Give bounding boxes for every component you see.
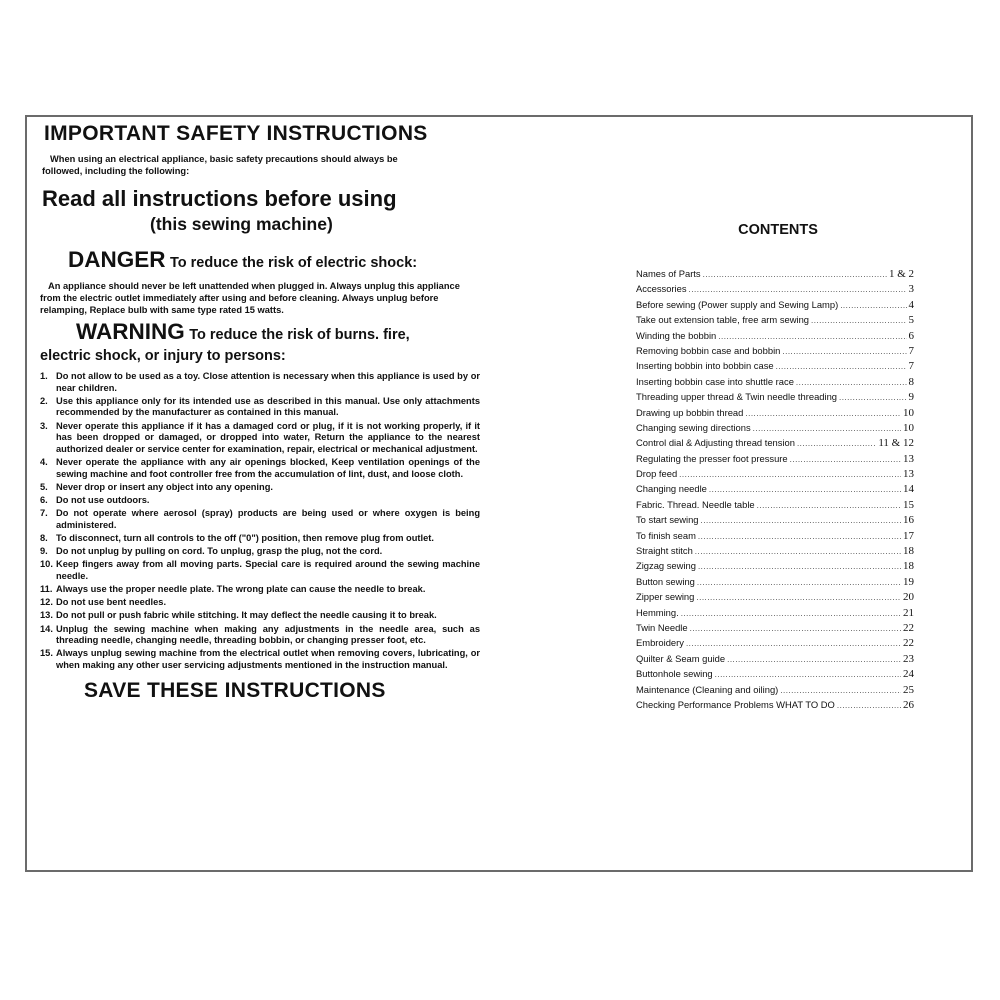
- rule-text: Always use the proper needle plate. The wrong plate can cause the needle to break.: [56, 584, 426, 595]
- toc-entry: [636, 635, 914, 650]
- toc-leader: [782, 344, 906, 359]
- rule-number: 13.: [40, 610, 53, 621]
- toc-label: Inserting bobbin into bobbin case: [636, 360, 774, 372]
- rule-text: Use this appliance only for its intended use as described in this manual. Use only attachments recommended by the manufacturer as contained in this manual.: [56, 395, 480, 418]
- rule-text: Do not allow to be used as a toy. Close attention is necessary when this appliance is used by or near children.: [56, 371, 480, 393]
- toc-page: 5: [908, 314, 914, 327]
- toc-page: 18: [903, 560, 914, 573]
- rule-number: 11.: [40, 584, 53, 595]
- rule-item: [40, 396, 480, 419]
- toc-page: 22: [903, 637, 914, 650]
- toc-page: 13: [903, 468, 914, 481]
- toc-leader: [796, 375, 907, 390]
- toc-entry: [636, 374, 914, 389]
- rule-number: 10.: [40, 559, 53, 570]
- toc-leader: [679, 467, 901, 482]
- toc-page: 11 & 12: [878, 437, 914, 450]
- rule-item: [40, 421, 480, 456]
- contents-title: CONTENTS: [738, 222, 818, 238]
- rule-text: Do not unplug by pulling on cord. To unplug, grasp the plug, not the cord.: [56, 546, 383, 557]
- toc-entry: [636, 389, 914, 404]
- rule-item: [40, 624, 480, 647]
- rule-text: Always unplug sewing machine from the electrical outlet when removing covers, lubricating, or when making any other user servicing adjustments mentioned in the instruction manual.: [56, 648, 480, 670]
- warning-heading: [40, 320, 480, 347]
- toc-leader: [701, 513, 901, 528]
- safety-title: IMPORTANT SAFETY INSTRUCTIONS: [44, 122, 428, 145]
- toc-leader: [715, 667, 901, 682]
- toc-leader: [696, 590, 901, 605]
- toc-label: Fabric. Thread. Needle table: [636, 498, 755, 510]
- toc-label: Embroidery: [636, 637, 684, 649]
- warning-subtitle-cont: electric shock, or injury to persons:: [40, 348, 286, 364]
- rule-text: Never operate this appliance if it has a damaged cord or plug, if it is not working properly, if it has been dropped or damaged, or dropped into water, Return the appliance to the nearest authorized dealer or service center for examination, repair, electrical or mechanical adjustment.: [56, 420, 480, 454]
- toc-label: Twin Needle: [636, 621, 688, 633]
- toc-entry: [636, 358, 914, 373]
- toc-label: Buttonhole sewing: [636, 668, 713, 680]
- toc-label: Maintenance (Cleaning and oiling): [636, 683, 779, 695]
- rule-item: [40, 457, 480, 480]
- toc-page: 20: [903, 591, 914, 604]
- rule-number: 15.: [40, 648, 53, 659]
- danger-text: An appliance should never be left unattended when plugged in. Always unplug this appliance from the electric outlet immediately after using and before cleaning. Always unplug before relamping, Replace bulb with same type rated 15 watts.: [40, 281, 460, 315]
- toc-page: 17: [903, 529, 914, 542]
- rule-number: 6.: [40, 494, 48, 505]
- toc-entry: [636, 666, 914, 681]
- toc-label: Checking Performance Problems WHAT TO DO: [636, 698, 835, 710]
- rule-text: Unplug the sewing machine when making any adjustments in the needle area, such as threading needle, changing needle, threading bobbin, or changing presser foot, etc.: [56, 623, 480, 646]
- rule-number: 7.: [40, 508, 48, 519]
- toc-entry: [636, 328, 914, 343]
- contents-section: [636, 222, 914, 712]
- toc-label: To finish seam: [636, 529, 696, 541]
- save-instructions-heading: SAVE THESE INSTRUCTIONS: [84, 678, 386, 702]
- rule-text: To disconnect, turn all controls to the off ("0") position, then remove plug from outlet.: [56, 532, 434, 543]
- rule-item: [40, 584, 480, 596]
- toc-entry: [636, 543, 914, 558]
- toc-entry: [636, 297, 914, 312]
- read-all-subheading: (this sewing machine): [150, 214, 333, 234]
- rule-item: [40, 533, 480, 545]
- toc-label: Zipper sewing: [636, 591, 695, 603]
- toc-label: To start sewing: [636, 514, 699, 526]
- toc-entry: [636, 528, 914, 543]
- toc-leader: [703, 267, 887, 282]
- toc-leader: [697, 575, 901, 590]
- toc-entry: [636, 420, 914, 435]
- toc-label: Button sewing: [636, 575, 695, 587]
- toc-leader: [837, 698, 901, 713]
- safety-rules-list: [40, 371, 480, 672]
- toc-entry: [636, 481, 914, 496]
- toc-entry: [636, 682, 914, 697]
- toc-leader: [698, 559, 901, 574]
- toc-entry: [636, 466, 914, 481]
- rule-text: Do not use bent needles.: [56, 597, 167, 608]
- rule-item: [40, 495, 480, 507]
- danger-subtitle: To reduce the risk of electric shock:: [169, 255, 418, 271]
- toc-leader: [686, 636, 901, 651]
- toc-leader: [776, 359, 907, 374]
- toc-leader: [811, 313, 906, 328]
- rule-text: Never drop or insert any object into any opening.: [56, 481, 273, 492]
- rule-number: 1.: [40, 371, 48, 381]
- toc-leader: [695, 544, 901, 559]
- toc-label: Changing needle: [636, 483, 707, 495]
- toc-leader: [727, 652, 901, 667]
- intro-line-1: When using an electrical appliance, basic safety precautions should always be: [50, 154, 398, 164]
- rule-text: Never operate the appliance with any air openings blocked, Keep ventilation openings of the sewing machine and foot controller free from the accumulation of lint, dust, and loose cloth.: [56, 456, 480, 479]
- toc-entry: [636, 558, 914, 573]
- rule-item: [40, 546, 480, 558]
- read-all-heading: Read all instructions before using: [42, 186, 397, 211]
- toc-entry: [636, 281, 914, 296]
- toc-label: Accessories: [636, 283, 687, 295]
- rule-text: Do not use outdoors.: [56, 494, 150, 505]
- toc-entry: [636, 589, 914, 604]
- toc-page: 1 & 2: [888, 268, 914, 280]
- toc-page: 19: [903, 575, 914, 588]
- rule-number: 2.: [40, 395, 48, 406]
- toc-entry: [636, 512, 914, 527]
- rule-number: 8.: [40, 532, 48, 543]
- rule-item: [40, 559, 480, 582]
- rule-number: 14.: [40, 623, 53, 634]
- toc-label: Straight stitch: [636, 545, 693, 557]
- warning-subtitle: To reduce the risk of burns. fire,: [189, 327, 410, 343]
- toc-entry: [636, 312, 914, 327]
- toc-entry: [636, 620, 914, 635]
- toc-leader: [718, 329, 906, 344]
- toc-page: 25: [903, 683, 914, 696]
- toc-page: 9: [908, 391, 914, 404]
- intro-line-2: followed, including the following:: [42, 166, 190, 176]
- toc-page: 22: [903, 621, 914, 634]
- toc-label: Changing sewing directions: [636, 421, 751, 433]
- toc-label: Drop feed: [636, 468, 678, 480]
- toc-entry: [636, 497, 914, 512]
- toc-leader: [709, 482, 901, 497]
- toc-leader: [681, 606, 901, 621]
- toc-page: 18: [903, 545, 914, 558]
- rule-number: 5.: [40, 481, 48, 492]
- toc-label: Removing bobbin case and bobbin: [636, 344, 781, 356]
- toc-leader: [839, 390, 906, 405]
- toc-entry: [636, 266, 914, 281]
- rule-item: [40, 508, 480, 531]
- safety-intro: [42, 153, 480, 177]
- warning-keyword: WARNING: [76, 319, 185, 344]
- toc-label: Names of Parts: [636, 268, 701, 279]
- toc-page: 21: [903, 606, 914, 619]
- toc-leader: [745, 406, 901, 421]
- danger-heading: [40, 246, 480, 277]
- toc-page: 26: [903, 698, 914, 711]
- contents-list: [636, 266, 914, 712]
- rule-number: 9.: [40, 546, 48, 557]
- toc-leader: [757, 498, 901, 513]
- toc-page: 14: [903, 483, 914, 496]
- toc-entry: [636, 651, 914, 666]
- toc-leader: [753, 421, 901, 436]
- danger-keyword: DANGER: [68, 247, 166, 272]
- rule-number: 3.: [40, 420, 48, 431]
- rule-number: 12.: [40, 597, 53, 608]
- toc-label: Threading upper thread & Twin needle threading: [636, 391, 838, 403]
- toc-page: 8: [908, 375, 914, 388]
- toc-page: 10: [903, 421, 914, 434]
- toc-entry: [636, 697, 914, 712]
- rule-item: [40, 648, 480, 671]
- toc-page: 15: [903, 498, 914, 511]
- toc-page: 4: [908, 298, 914, 311]
- rule-item: [40, 482, 480, 494]
- toc-entry: [636, 343, 914, 358]
- toc-page: 23: [903, 652, 914, 665]
- toc-label: Control dial & Adjusting thread tension: [636, 437, 795, 449]
- toc-page: 7: [908, 344, 914, 357]
- toc-page: 7: [908, 360, 914, 373]
- toc-entry: [636, 605, 914, 620]
- toc-page: 24: [903, 668, 914, 681]
- toc-entry: [636, 435, 914, 450]
- toc-entry: [636, 574, 914, 589]
- rule-item: [40, 371, 480, 394]
- toc-leader: [698, 529, 901, 544]
- toc-label: Take out extension table, free arm sewing: [636, 314, 810, 326]
- toc-label: Winding the bobbin: [636, 329, 717, 341]
- rule-item: [40, 597, 480, 609]
- toc-entry: [636, 451, 914, 466]
- toc-label: Drawing up bobbin thread: [636, 406, 744, 418]
- rule-number: 4.: [40, 456, 48, 467]
- toc-leader: [689, 282, 907, 297]
- toc-page: 6: [908, 329, 914, 342]
- toc-leader: [780, 683, 901, 698]
- rule-text: Do not pull or push fabric while stitching. It may deflect the needle causing it to break.: [56, 610, 437, 621]
- toc-leader: [690, 621, 901, 636]
- toc-leader: [840, 298, 906, 313]
- toc-leader: [790, 452, 901, 467]
- toc-label: Before sewing (Power supply and Sewing Lamp): [636, 298, 839, 310]
- rule-text: Keep fingers away from all moving parts. Special care is required around the sewing machine needle.: [56, 559, 480, 581]
- toc-label: Quilter & Seam guide: [636, 652, 726, 664]
- rule-text: Do not operate where aerosol (spray) products are being used or where oxygen is being administered.: [56, 508, 480, 530]
- safety-instructions-section: [40, 120, 480, 704]
- toc-page: 3: [908, 283, 914, 296]
- toc-page: 10: [903, 406, 914, 419]
- toc-page: 16: [903, 514, 914, 527]
- toc-entry: [636, 405, 914, 420]
- toc-label: Hemming.: [636, 606, 679, 618]
- toc-page: 13: [903, 452, 914, 465]
- toc-leader: [797, 436, 876, 451]
- toc-label: Zigzag sewing: [636, 560, 696, 572]
- rule-item: [40, 610, 480, 622]
- toc-label: Inserting bobbin case into shuttle race: [636, 375, 794, 387]
- toc-label: Regulating the presser foot pressure: [636, 452, 788, 464]
